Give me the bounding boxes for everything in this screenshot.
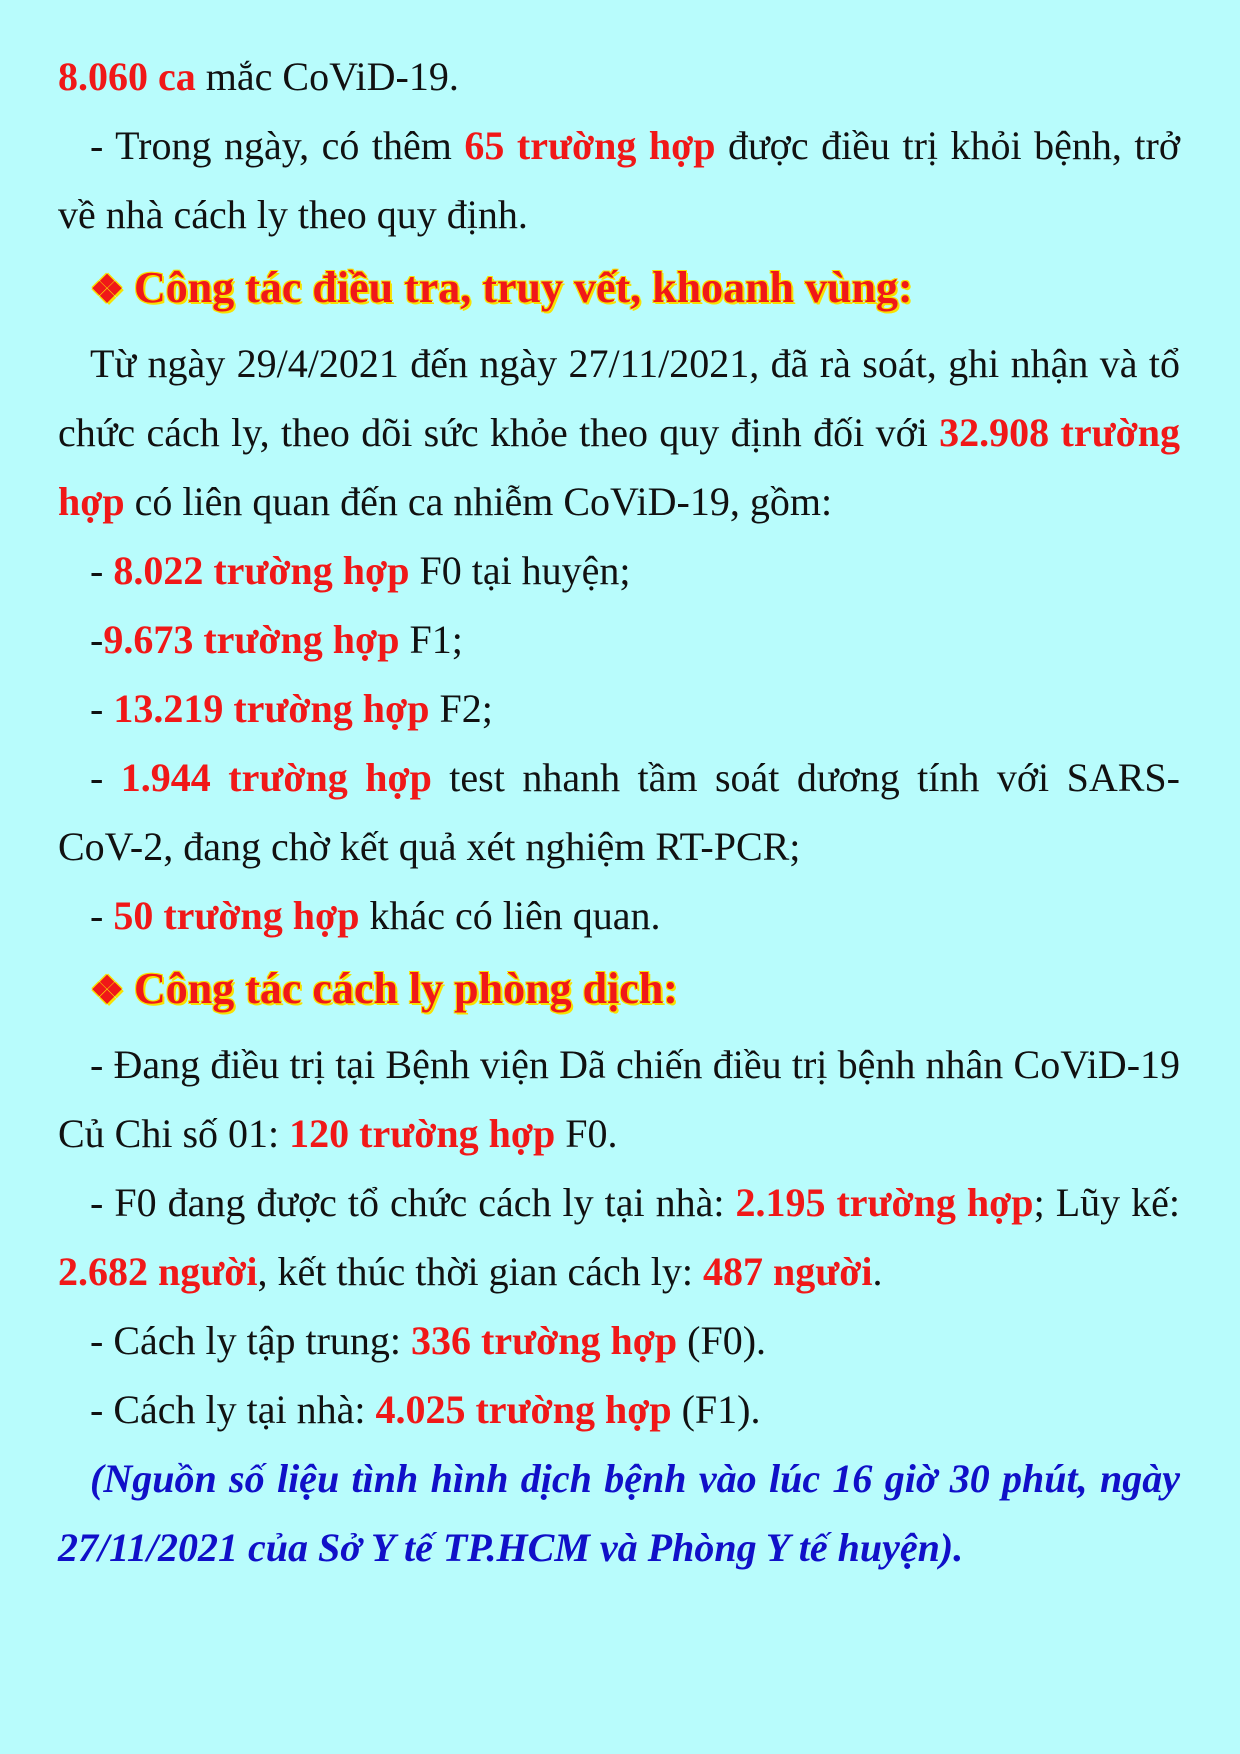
item-suffix: test nhanh tầm soát dương tính với [431,755,1050,800]
list-item [58,536,1180,605]
item-value: 50 trường hợp [113,893,360,938]
item-value: 9.673 trường hợp [103,617,400,662]
item-value: 13.219 trường hợp [113,686,430,731]
item-prefix: - [90,893,114,938]
source-line: ngày 27/11/2021 của Sở Y tế TP.HCM và Phòng Y tế huyện). [58,1456,1181,1570]
total-traced-value: 32.908 trường hợp [58,410,1180,524]
data-source-note [58,1444,1180,1582]
para-text: - Cách ly tập trung: [90,1318,412,1363]
para-text: - Đang điều trị tại Bệnh viện Dã chiến điều trị bệnh nhân [90,1042,1004,1087]
item-suffix: F1; [399,617,463,662]
diamond-bullet-icon: ❖ [90,970,125,1012]
finished-value: 487 người [702,1249,873,1294]
para-text: (F1). [671,1387,761,1432]
item-value: 1.944 trường hợp [120,755,432,800]
hospital-paragraph [58,1030,1180,1168]
para-text: (F0). [677,1318,767,1363]
item-prefix: - [90,755,121,800]
item-suffix: F0 tại huyện; [409,548,631,593]
para-text: ; [1033,1180,1045,1225]
list-item [58,674,1180,743]
recovered-text: được điều trị khỏi [715,123,1022,168]
diamond-bullet-icon: ❖ [90,269,125,311]
home-isolation-paragraph [58,1168,1180,1306]
recovered-value: 65 trường hợp [464,123,716,168]
hospital-value: 120 trường hợp [289,1111,556,1156]
list-item [58,605,1180,674]
para-text: , kết thúc thời gian cách ly: [257,1249,703,1294]
investigation-paragraph [58,329,1180,536]
para-text: - Cách ly tại nhà: [90,1387,376,1432]
item-prefix: - [90,686,114,731]
recovered-text-2: bệnh, trở về nhà cách ly theo quy định. [58,123,1181,237]
section-heading-quarantine [58,950,1180,1030]
para-text: có liên quan đến ca nhiễm [124,479,554,524]
central-value: 336 trường hợp [411,1318,678,1363]
para-text: CoViD-19, gồm: [563,479,833,524]
para-text: - F0 đang được tổ chức cách ly tại nhà: [90,1180,736,1225]
para-text: Lũy kế: [1055,1180,1180,1225]
recovered-prefix: - Trong ngày, có thêm [90,123,465,168]
item-prefix: - [90,548,114,593]
para-text: F0. [555,1111,618,1156]
para-text: CoViD-19 Củ Chi số 01: [58,1042,1181,1156]
item-suffix-line2: SARS-CoV-2, đang chờ kết quả xét nghiệm RT-PCR; [58,755,1180,869]
home-isolation [58,1375,1180,1444]
item-prefix: - [90,617,104,662]
intro-recovered [58,111,1180,249]
para-text: đối với [813,410,940,455]
para-text: nhận và tổ chức cách ly, theo dõi sức khỏe theo quy định [58,341,1181,455]
section-title: Công tác cách ly phòng dịch: [134,964,678,1013]
intro-cases [58,42,1180,111]
home-value: 2.195 trường hợp [735,1180,1034,1225]
section-title: Công tác điều tra, truy vết, khoanh vùng: [134,263,913,312]
athome-value: 4.025 trường hợp [375,1387,672,1432]
item-value: 8.022 trường hợp [113,548,410,593]
source-line: (Nguồn số liệu tình hình dịch bệnh vào lúc 16 giờ 30 phút, [90,1456,1088,1501]
list-item [58,881,1180,950]
para-text: Từ ngày 29/4/2021 đến ngày 27/11/2021, đã rà soát, ghi [90,341,1000,386]
list-item [58,743,1180,881]
section-heading-investigation [58,249,1180,329]
item-suffix: F2; [429,686,493,731]
cases-value: 8.060 ca [58,54,196,99]
cases-text: mắc CoViD-19. [195,54,459,99]
central-isolation [58,1306,1180,1375]
item-suffix: khác có liên quan. [359,893,661,938]
para-text: . [872,1249,883,1294]
cumulative-value: 2.682 người [58,1249,258,1294]
